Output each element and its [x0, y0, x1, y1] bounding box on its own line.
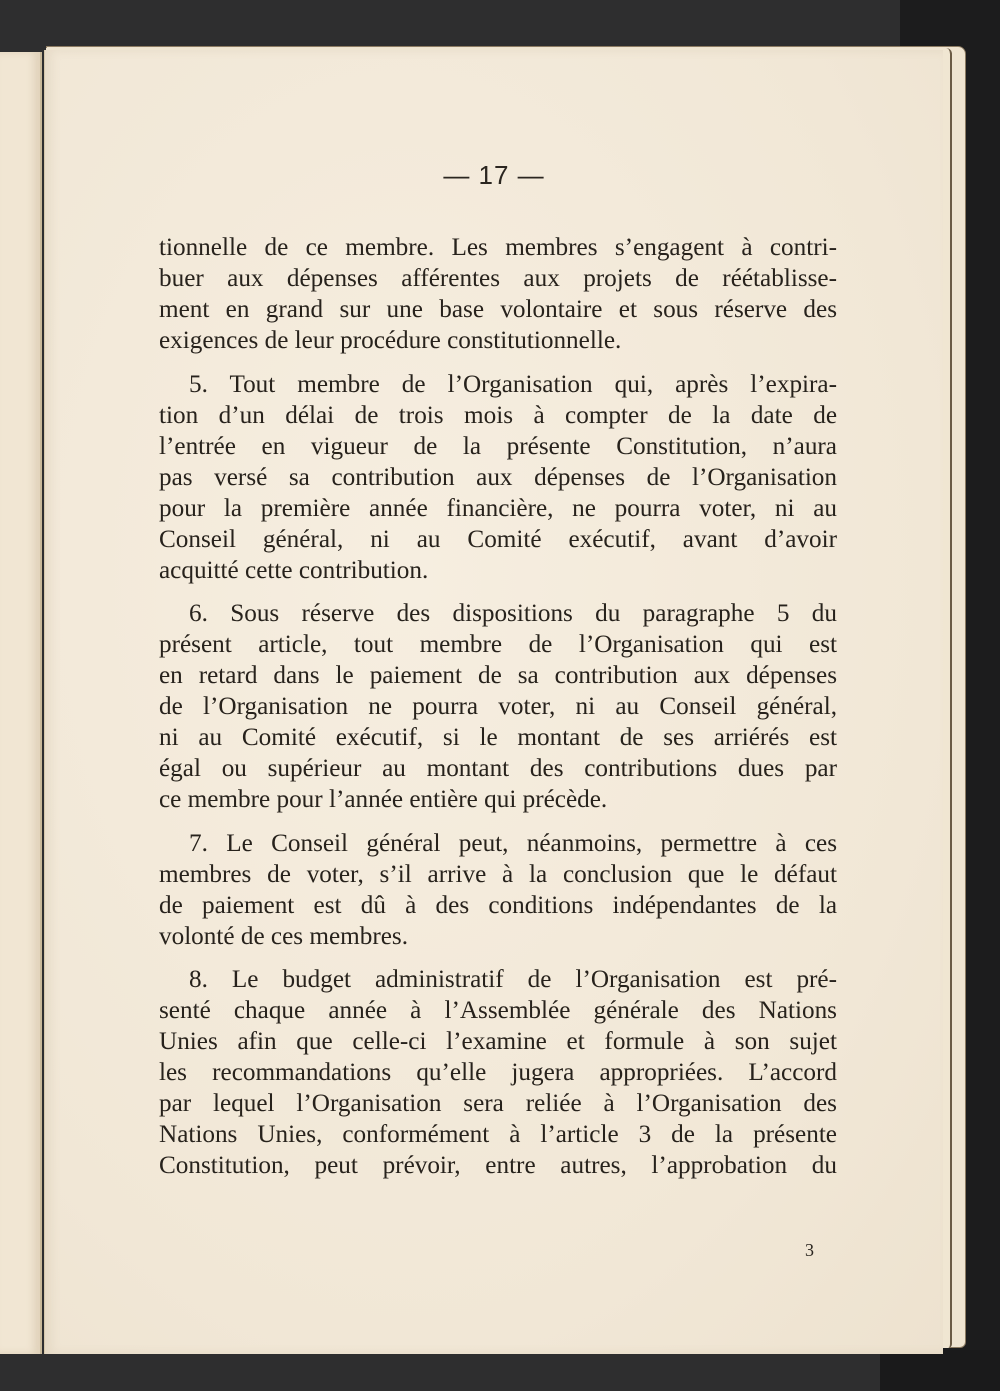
text-line: Nations Unies, conformément à l’article 3 de la présente [159, 1121, 837, 1148]
text-line: de paiement est dû à des conditions indépendantes de la [159, 891, 837, 919]
text-line: les recommandations qu’elle jugera appropriées. L’accord [159, 1059, 837, 1086]
paragraph-8 [159, 964, 837, 1181]
text-line: pas versé sa contribution aux dépenses de l’Organisation [159, 463, 837, 491]
facing-page-edge [0, 52, 42, 1354]
paragraph-7 [159, 828, 837, 952]
paragraph-continuation [159, 232, 837, 356]
text-line: ni au Comité exécutif, si le montant de ses arriérés est [159, 724, 837, 751]
text-line: tionnelle de ce membre. Les membres s’engagent à contri- [159, 234, 837, 261]
text-line: pour la première année financière, ne pourra voter, ni au [159, 494, 837, 522]
book-page [44, 50, 943, 1354]
text-line: Conseil général, ni au Comité exécutif, avant d’avoir [159, 525, 837, 553]
text-line: présent article, tout membre de l’Organisation qui est [159, 631, 837, 658]
text-line: ment en grand sur une base volontaire et sous réserve des [159, 296, 837, 323]
text-line: tion d’un délai de trois mois à compter de la date de [159, 401, 837, 429]
text-line: acquitté cette contribution. [159, 556, 429, 584]
text-line: égal ou supérieur au montant des contributions dues par [159, 755, 837, 782]
text-line: par lequel l’Organisation sera reliée à l’Organisation des [159, 1090, 837, 1117]
body-text [159, 232, 837, 1194]
text-line: 8. Le budget administratif de l’Organisation est pré- [189, 966, 837, 993]
text-line: ce membre pour l’année entière qui précède. [159, 786, 608, 813]
text-line: Unies afin que celle-ci l’examine et formule à son sujet [159, 1028, 837, 1055]
text-line: volonté de ces membres. [159, 922, 408, 950]
text-line: exigences de leur procédure constitutionnelle. [159, 327, 622, 354]
paragraph-5 [159, 369, 837, 586]
text-line: l’entrée en vigueur de la présente Constitution, n’aura [159, 432, 837, 460]
text-line: Constitution, peut prévoir, entre autres, l’approbation du [159, 1152, 837, 1179]
text-line: 6. Sous réserve des dispositions du paragraphe 5 du [189, 600, 837, 627]
text-line: de l’Organisation ne pourra voter, ni au Conseil général, [159, 693, 837, 720]
text-line: 5. Tout membre de l’Organisation qui, après l’expira- [189, 370, 837, 398]
text-line: senté chaque année à l’Assemblée générale des Nations [159, 997, 837, 1024]
text-line: en retard dans le paiement de sa contribution aux dépenses [159, 662, 837, 689]
text-line: 7. Le Conseil général peut, néanmoins, permettre à ces [189, 829, 837, 857]
text-line: buer aux dépenses afférentes aux projets de réétablisse- [159, 265, 837, 292]
signature-mark: 3 [805, 1240, 814, 1260]
backdrop-shadow [880, 1350, 1000, 1391]
text-line: membres de voter, s’il arrive à la conclusion que le défaut [159, 860, 837, 888]
paragraph-6 [159, 598, 837, 815]
page-number-header: — 17 — [443, 160, 545, 190]
